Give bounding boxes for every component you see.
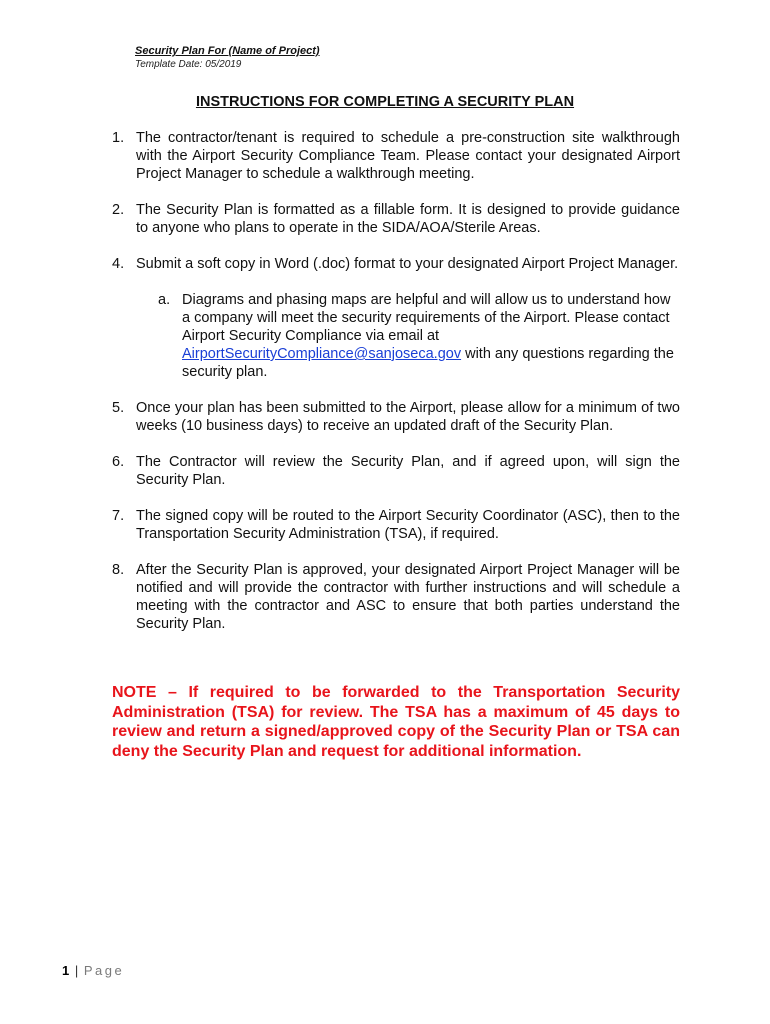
page-number: 1 — [62, 963, 70, 978]
footer-separator: | — [74, 963, 79, 978]
item-number: 8. — [112, 562, 125, 578]
email-link[interactable]: AirportSecurityCompliance@sanjoseca.gov — [182, 346, 462, 362]
page-label: Page — [83, 963, 125, 978]
item-number: 6. — [112, 454, 125, 470]
list-item — [112, 255, 680, 273]
item-number: 2. — [112, 202, 125, 218]
item-text: After the Security Plan is approved, your designated Airport Project Manager will be notified and will provide the contractor with further instructions and will schedule a meeting with the contractor and ASC to ensure that both parties understand the Security Plan. — [136, 562, 680, 632]
item-text: The signed copy will be routed to the Airport Security Coordinator (ASC), then to the Transportation Security Administration (TSA), if required. — [136, 508, 680, 542]
item-text: The contractor/tenant is required to schedule a pre-construction site walkthrough with the Airport Security Compliance Team. Please contact your designated Airport Project Manager to schedule a walkthrough meeting. — [136, 130, 680, 182]
subitem-text-after: with any questions regarding the security plan. — [182, 346, 674, 380]
item-text: Once your plan has been submitted to the Airport, please allow for a minimum of two weeks (10 business days) to receive an updated draft of the Security Plan. — [136, 400, 680, 434]
sub-list-item — [158, 291, 680, 381]
item-text: The Contractor will review the Security Plan, and if agreed upon, will sign the Security Plan. — [136, 454, 680, 488]
page-header — [135, 44, 320, 72]
instructions-list — [112, 129, 680, 633]
list-item — [112, 399, 680, 435]
document-title: INSTRUCTIONS FOR COMPLETING A SECURITY PLAN — [195, 94, 575, 110]
list-item — [112, 129, 680, 183]
item-number: 7. — [112, 508, 125, 524]
template-date: Template Date: 05/2019 — [135, 59, 242, 70]
item-number: 1. — [112, 130, 125, 146]
list-item — [112, 507, 680, 543]
subitem-text-before: Diagrams and phasing maps are helpful and will allow us to understand how a company will meet the security requirements of the Airport. Please contact Airport Security Compliance via email at — [182, 292, 671, 344]
item-text: The Security Plan is formatted as a fillable form. It is designed to provide guidance to anyone who plans to operate in the SIDA/AOA/Sterile Areas. — [136, 202, 680, 236]
list-item — [112, 561, 680, 633]
page-footer — [62, 963, 124, 978]
item-text: Submit a soft copy in Word (.doc) format to your designated Airport Project Manager. — [136, 256, 679, 272]
list-item — [112, 453, 680, 489]
project-title-line: Security Plan For (Name of Project) — [135, 45, 320, 57]
item-number: 5. — [112, 400, 125, 416]
list-item — [112, 201, 680, 237]
subitem-letter: a. — [158, 292, 171, 308]
tsa-note: NOTE – If required to be forwarded to the Transportation Security Administration (TSA) for review. The TSA has a maximum of 45 days to review and return a signed/approved copy of the Security Plan or TSA can deny the Security Plan and request for additional information. — [112, 684, 680, 760]
item-number: 4. — [112, 256, 125, 272]
